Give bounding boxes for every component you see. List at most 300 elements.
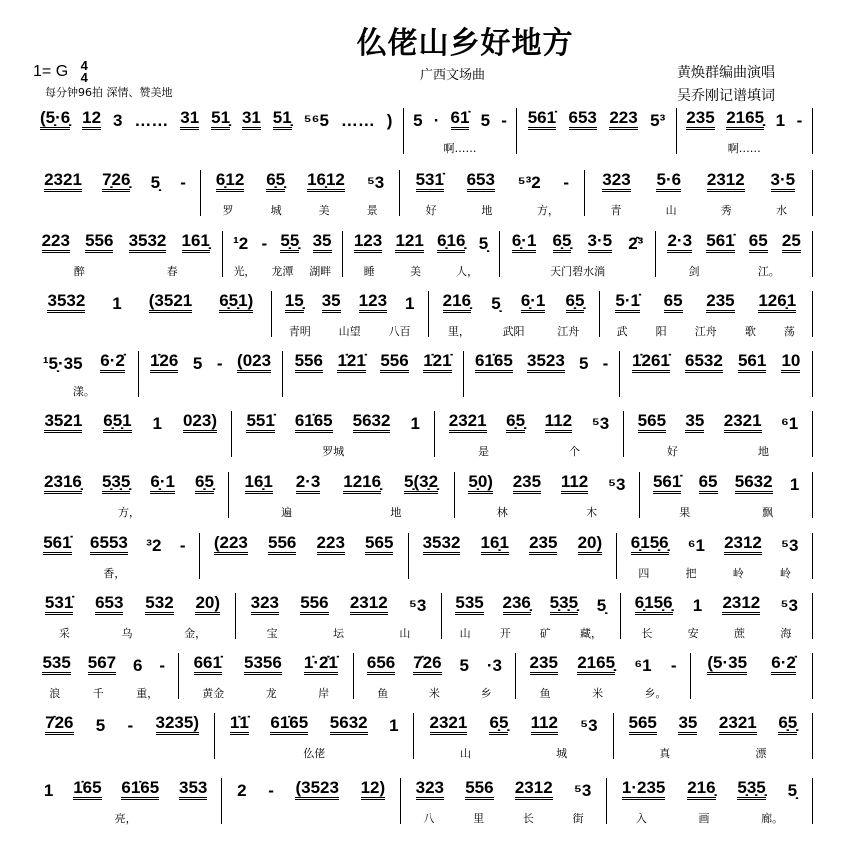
measure [30, 411, 231, 457]
note-group: 61̇65 [295, 412, 333, 433]
measure-notes [139, 351, 283, 373]
lyric-word: 山 [459, 627, 471, 640]
lyric-word: 千 [92, 687, 104, 700]
lyric-word: 漂 [755, 747, 767, 760]
measure-notes [464, 351, 620, 373]
note-group: 661̇ [194, 654, 222, 675]
lyric-word: 好 [425, 204, 437, 217]
measure [200, 170, 399, 216]
lyric-word: 遍 [281, 506, 293, 519]
lyric-word: 武阳 [502, 325, 525, 338]
measure-lyrics [442, 625, 620, 639]
measure-lyrics [179, 685, 353, 699]
measure-notes [223, 231, 343, 253]
measure-notes [400, 170, 584, 192]
measure-notes [201, 170, 399, 192]
lyric-word: 醉 [73, 265, 85, 278]
lyric-word: 春 [166, 265, 178, 278]
note-group: 35 [313, 232, 332, 253]
lyric-word: 海 [780, 627, 792, 640]
note-group: 1·235 [622, 779, 665, 800]
lyric-word: 重， [136, 687, 159, 700]
staff-row [30, 533, 813, 579]
measure-notes [621, 593, 812, 615]
note-group: 556 [268, 534, 296, 555]
note-group: 323 [416, 779, 444, 800]
lyric-word: 歌 [744, 325, 756, 338]
note-group: 6̣·1 [150, 473, 175, 494]
measure [403, 108, 517, 154]
lyric-word: 蔗 [733, 627, 745, 640]
lyric-word: 乡。 [644, 687, 667, 700]
note-group: 3·5 [588, 232, 613, 253]
note-group: 5 [413, 111, 423, 130]
note-group: 2312 [707, 171, 745, 192]
measure-notes [30, 231, 222, 253]
note-group: 35 [678, 714, 697, 735]
measure-lyrics [236, 625, 441, 639]
note-group: 1̇65 [73, 779, 101, 800]
note-group: 556 [295, 352, 323, 373]
note-group: 1 [112, 294, 122, 313]
note-group: ¹2 [233, 234, 249, 253]
measure [30, 593, 235, 639]
note-group: 532 [145, 594, 173, 615]
note-group: 2·3 [296, 473, 321, 494]
note-group: 216̣ [443, 292, 471, 313]
note-group: ·3 [486, 656, 502, 675]
lyric-word: 里 [473, 812, 485, 825]
note-group: 123 [354, 232, 382, 253]
note-group: 7̇26 [413, 654, 441, 675]
note-group: ⁶1 [634, 656, 652, 675]
measure-notes [500, 231, 656, 253]
measure-lyrics [354, 685, 515, 699]
note-group: 51̣ [211, 109, 230, 130]
lyric-word: 地 [390, 506, 402, 519]
note-group: 5̣ [491, 294, 501, 313]
note-group: 31 [242, 109, 261, 130]
note-group: 653 [569, 109, 597, 130]
staff-row [30, 108, 813, 154]
lyric-word: 山望 [338, 325, 361, 338]
lyric-word: 秀 [720, 204, 732, 217]
lyric-word: 好 [666, 445, 678, 458]
lyric-word: 坛 [332, 627, 344, 640]
lyric-word: 江。 [757, 265, 780, 278]
note-group: 535 [455, 594, 483, 615]
measure-lyrics [30, 202, 200, 216]
measure-lyrics [400, 202, 584, 216]
note-group: 6̣5̣ [266, 171, 285, 192]
lyric-word: 岭 [779, 567, 791, 580]
note-group: 556 [465, 779, 493, 800]
measure-lyrics [30, 323, 271, 337]
measure-notes [30, 593, 235, 615]
measure-lyrics [30, 810, 221, 824]
measure-notes [429, 291, 599, 313]
measure-lyrics [401, 810, 606, 824]
time-top: 4 [80, 58, 88, 73]
staff-row [30, 778, 813, 824]
lyric-word: 米 [428, 687, 440, 700]
measure-lyrics [30, 685, 178, 699]
measure-notes [179, 653, 353, 675]
note-group: 223 [609, 109, 637, 130]
note-group: (3523 [295, 779, 338, 800]
lyric-word: 人， [456, 265, 479, 278]
note-group: 5 [480, 111, 491, 130]
measure [222, 231, 343, 277]
lyric-word: 画 [698, 812, 710, 825]
note-group: 6̣5̣ [195, 473, 214, 494]
note-group: 1 [43, 781, 54, 800]
lyric-word: 四 [638, 567, 650, 580]
note-group: 20) [578, 534, 603, 555]
note-group: 3523 [527, 352, 565, 373]
note-group: - [796, 111, 803, 130]
measure-notes [517, 108, 675, 130]
note-group: 6̣5̣1) [219, 292, 253, 313]
lyric-word: 罗城 [322, 445, 345, 458]
note-group: - [268, 781, 274, 800]
measure-notes [585, 170, 812, 192]
note-group: 561̇ [528, 109, 556, 130]
lyric-word: 水 [775, 204, 787, 217]
note-group: 235 [529, 534, 557, 555]
note-group: 3532 [423, 534, 461, 555]
lyric-word: 藏， [580, 627, 603, 640]
measure [400, 778, 606, 824]
lyric-word: 木 [586, 506, 598, 519]
measure-notes [30, 653, 178, 675]
measure-lyrics [464, 383, 620, 397]
measure-lyrics [585, 202, 812, 216]
measure-notes [343, 231, 499, 253]
measure [441, 593, 620, 639]
time-signature [81, 60, 88, 84]
measure-notes [455, 472, 640, 494]
note-group: ⁶1 [780, 414, 799, 433]
measure [584, 170, 813, 216]
lyric-word: 山 [399, 627, 411, 640]
note-group: 35 [322, 292, 341, 313]
lyric-word: 矿 [539, 627, 551, 640]
measure [353, 653, 515, 699]
note-group: ⁵3 [580, 716, 598, 735]
lyric-word: 青 [610, 204, 622, 217]
staff-row [30, 653, 813, 699]
measure-notes [600, 291, 812, 313]
note-group: 61̇65 [475, 352, 513, 373]
note-group: 6̣12 [216, 171, 244, 192]
measure [434, 411, 623, 457]
note-group: 10 [781, 352, 800, 373]
note-group: - [179, 536, 186, 555]
note-group: - [670, 656, 677, 675]
measure [620, 593, 813, 639]
note-group: 551̇ [246, 412, 274, 433]
note-group: 1̇1̇ [230, 714, 249, 735]
note-group: 565 [638, 412, 666, 433]
measure-lyrics [600, 323, 812, 337]
lyric-word: 仫佬 [303, 747, 326, 760]
note-group: 6553 [90, 534, 128, 555]
note-group: (5̣·6̣ [40, 109, 70, 130]
note-group: 2 [237, 781, 247, 800]
lyric-word: 乡 [480, 687, 492, 700]
lyric-word: 龙 [265, 687, 277, 700]
key-signature [33, 60, 88, 84]
note-group: 1 [405, 294, 415, 313]
measure-lyrics [607, 810, 812, 824]
song-title: 仫佬山乡好地方 [356, 26, 574, 61]
measure [408, 533, 617, 579]
lyric-word: 乌 [121, 627, 133, 640]
staff-row [30, 170, 813, 216]
note-group: - [159, 656, 166, 675]
note-group: ⁵³2 [517, 173, 541, 192]
measure [655, 231, 813, 277]
measure-lyrics [404, 140, 517, 154]
measure [30, 472, 228, 518]
measure [639, 472, 813, 518]
note-group: 5356 [244, 654, 282, 675]
note-group: 2321 [44, 171, 82, 192]
note-group: 5̣3̣5̣ [550, 594, 578, 615]
note-group: 5·6 [656, 171, 681, 192]
measure [499, 231, 656, 277]
note-group: 2321 [430, 714, 468, 735]
lyric-word: 岭 [732, 567, 744, 580]
measure-lyrics [222, 810, 400, 824]
measure-notes [607, 778, 812, 800]
note-group: 61̇65 [270, 714, 308, 735]
lyric-word: 江舟 [557, 325, 580, 338]
lyric-word: 光， [233, 265, 256, 278]
measure-notes [200, 533, 408, 555]
note-group: 6·2̇ [100, 352, 125, 373]
measure-lyrics [677, 140, 812, 154]
genre-label: 广西文场曲 [420, 68, 486, 83]
note-group: 1 [389, 716, 399, 735]
measure [342, 231, 499, 277]
measure [30, 653, 178, 699]
lyric-word: 湖畔 [309, 265, 332, 278]
note-group: 5632 [353, 412, 391, 433]
lyric-word: 宝 [266, 627, 278, 640]
measure-lyrics [343, 263, 499, 277]
note-group: 65 [749, 232, 768, 253]
lyric-word: 天门碧水淌 [550, 265, 606, 278]
note-group: 1 [152, 414, 163, 433]
staff-row [30, 472, 813, 518]
note-group: 235 [706, 292, 734, 313]
note-group: 2312 [350, 594, 388, 615]
measure-notes [30, 170, 200, 192]
note-group: 1 [692, 596, 703, 615]
note-group: 16̣12 [307, 171, 345, 192]
note-group: 61̇ [451, 109, 470, 130]
measure-lyrics [691, 685, 812, 699]
note-group: 35 [685, 412, 704, 433]
lyric-word: 阳 [655, 325, 667, 338]
lyric-word: 安 [687, 627, 699, 640]
measure-notes [617, 533, 812, 555]
lyric-word: 里， [447, 325, 470, 338]
measure-notes [624, 411, 812, 433]
note-group: 25 [782, 232, 801, 253]
note-group: ³2 [146, 536, 162, 555]
note-group: 5̣(3̣2̣ [404, 473, 438, 494]
note-group: 15̣ [285, 292, 304, 313]
lyric-word: 龙潭 [271, 265, 294, 278]
measure [178, 653, 353, 699]
measure-notes [30, 108, 403, 130]
lyricist-credit: 吴乔刚记谱填词 [677, 88, 775, 104]
measure-lyrics [215, 745, 413, 759]
lyric-word: 入 [635, 812, 647, 825]
note-group: ⁵3 [366, 173, 385, 192]
measure-lyrics [229, 504, 453, 518]
measure-lyrics [517, 140, 675, 154]
note-group: 2165̣̣ [726, 109, 764, 130]
note-group: 2̂³ [628, 234, 644, 253]
note-group: ⁵3 [608, 475, 626, 494]
note-group: 1̇26 [150, 352, 178, 373]
note-group: 6·2̇ [771, 654, 796, 675]
lyric-word: 山 [459, 747, 471, 760]
measure-lyrics [620, 383, 812, 397]
lyric-word: 啊…… [727, 142, 761, 155]
note-group: 7̇26 [45, 714, 73, 735]
note-group: 5·1̇ [615, 292, 640, 313]
note-group: 65 [664, 292, 683, 313]
lyric-word: 方， [537, 204, 560, 217]
measure-notes [404, 108, 517, 130]
measure-lyrics [516, 685, 690, 699]
lyric-word: 香， [103, 567, 126, 580]
note-group: - [602, 354, 609, 373]
tempo-marking: 每分钟96拍 深情、赞美地 [45, 86, 173, 99]
note-group: 323 [602, 171, 630, 192]
measure [271, 291, 428, 337]
lyric-word: 武 [616, 325, 628, 338]
measure-notes [30, 411, 231, 433]
measure-notes [30, 533, 199, 555]
measure-notes [691, 653, 812, 675]
note-group: 6̣5̣ [553, 232, 572, 253]
measure [30, 108, 403, 154]
staff-row [30, 351, 813, 397]
lyric-word: 美 [318, 204, 330, 217]
lyric-word: 睡 [363, 265, 375, 278]
note-group: 5̣ [478, 234, 489, 253]
note-group: ) [386, 111, 393, 130]
note-group: 112 [531, 714, 558, 735]
measure-lyrics [409, 565, 617, 579]
measure-notes [401, 778, 606, 800]
lyric-word: 八 [423, 812, 435, 825]
note-group: 2316̣ [44, 473, 82, 494]
note-group: 216̣ [687, 779, 715, 800]
measure [221, 778, 400, 824]
note-group: 5³ [650, 111, 666, 130]
note-group: 6̣5̣1 [103, 412, 131, 433]
staff-row [30, 291, 813, 337]
lyric-word: 真 [659, 747, 671, 760]
lyric-word: 地 [481, 204, 493, 217]
measure-notes [30, 351, 138, 373]
note-group: 1 [789, 475, 800, 494]
measure-notes [677, 108, 812, 130]
measure [30, 170, 200, 216]
note-group: 653 [467, 171, 495, 192]
measure [619, 351, 813, 397]
lyric-word: 八百 [388, 325, 411, 338]
lyric-word: 金， [184, 627, 207, 640]
note-group: 235 [530, 654, 558, 675]
measure [454, 472, 640, 518]
measure [282, 351, 463, 397]
key-label: 1= G [33, 63, 69, 81]
measure [623, 411, 813, 457]
staff-row [30, 411, 813, 457]
note-group: 561̇ [706, 232, 734, 253]
measure-lyrics [30, 565, 199, 579]
note-group: 2312 [724, 534, 762, 555]
note-group: 7̣26̣ [102, 171, 130, 192]
measure-lyrics [624, 443, 812, 457]
note-group: - [127, 716, 134, 735]
lyric-word: 方， [118, 506, 141, 519]
note-group: - [216, 354, 223, 373]
lyric-word: 景 [366, 204, 378, 217]
measure-lyrics [414, 745, 612, 759]
measure [30, 778, 221, 824]
note-group: 6̣5̣ [778, 714, 797, 735]
note-group: 561 [738, 352, 766, 373]
measure-notes [614, 713, 812, 735]
note-group: 2·3 [667, 232, 692, 253]
note-group: 1̇21̇ [337, 352, 365, 373]
note-group: 1 [775, 111, 786, 130]
measure [676, 108, 813, 154]
measure-notes [30, 472, 228, 494]
lyric-word: 廊。 [761, 812, 784, 825]
measure-notes [414, 713, 612, 735]
lyric-word: 罗 [222, 204, 234, 217]
measure-lyrics [283, 383, 463, 397]
lyric-word: 黄金 [202, 687, 225, 700]
lyric-word: 江舟 [694, 325, 717, 338]
measure-lyrics [30, 625, 235, 639]
lyric-word: 果 [679, 506, 691, 519]
lyric-word: 青明 [288, 325, 311, 338]
note-group: 2321 [449, 412, 487, 433]
measure [235, 593, 441, 639]
note-group: 5 [579, 354, 589, 373]
measure-notes [222, 778, 400, 800]
note-group: 565 [629, 714, 657, 735]
note-group: 112 [561, 473, 588, 494]
measure-notes [229, 472, 453, 494]
lyric-word: 鱼 [539, 687, 551, 700]
note-group: 2312 [515, 779, 553, 800]
note-group: 65 [699, 473, 718, 494]
measure-lyrics [30, 383, 138, 397]
note-group: 556 [380, 352, 408, 373]
